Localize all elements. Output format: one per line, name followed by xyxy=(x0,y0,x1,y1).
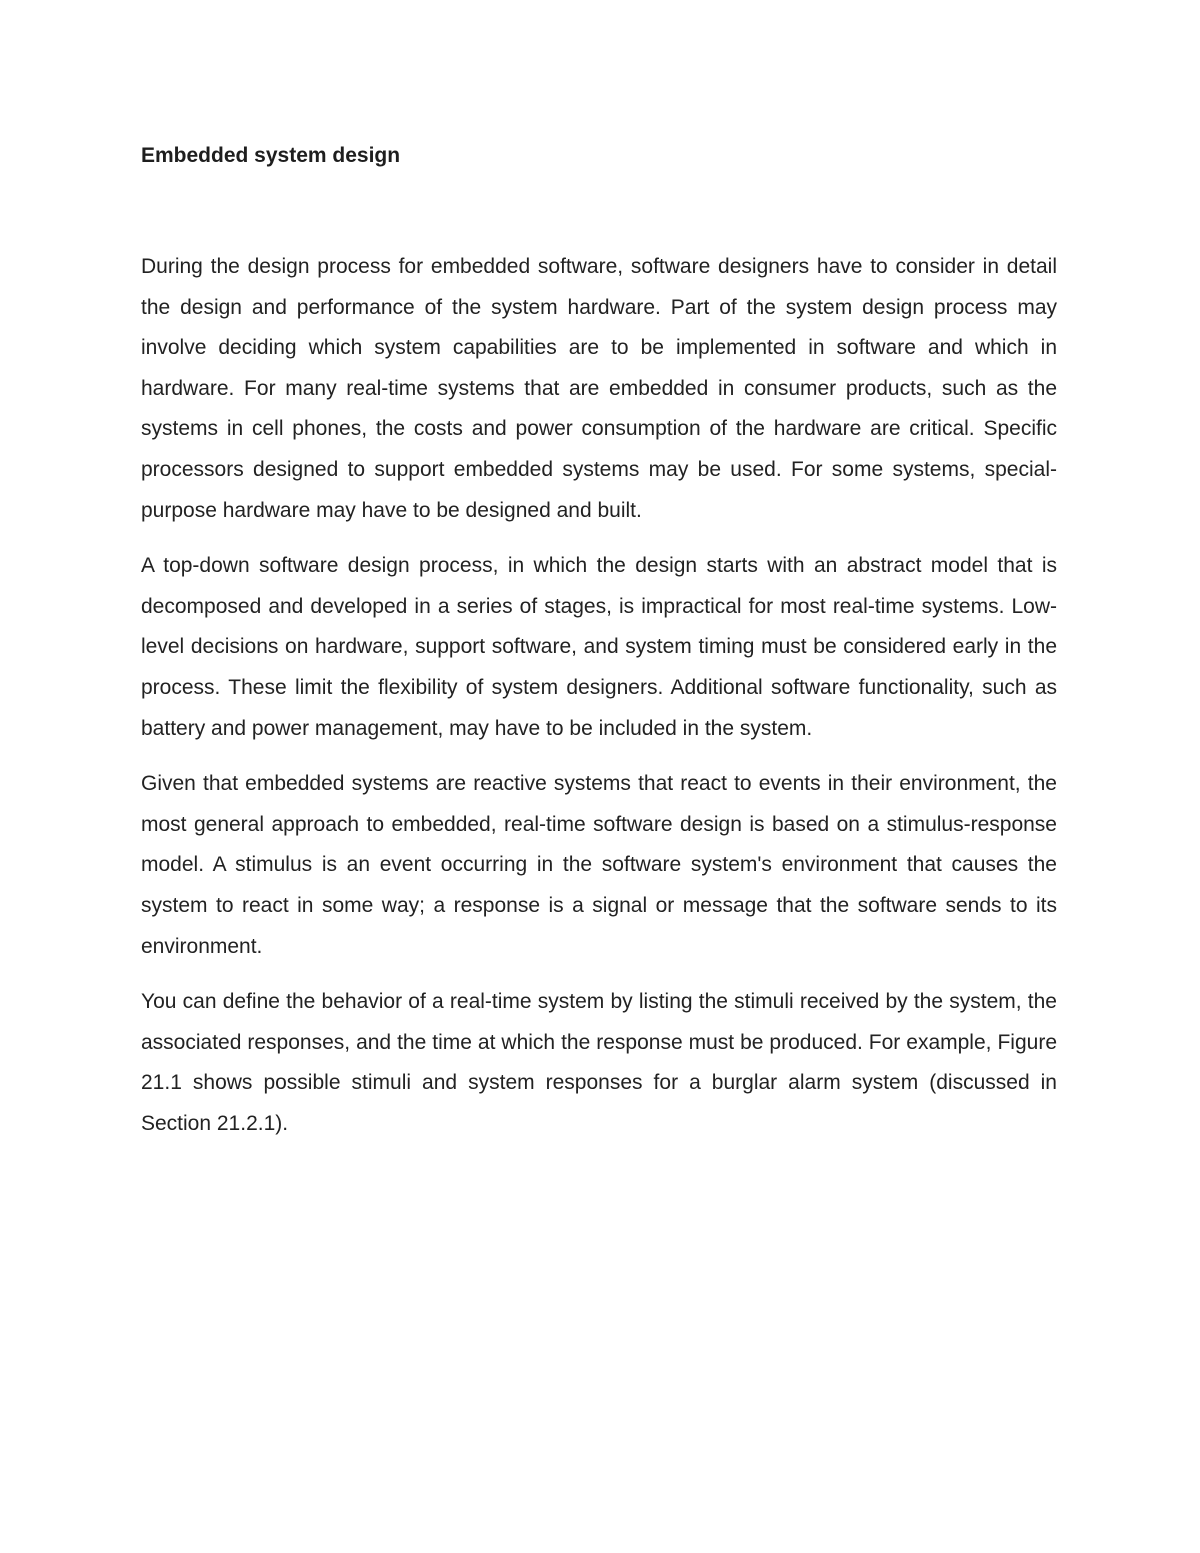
paragraph-behavior-definition: You can define the behavior of a real-time system by listing the stimuli received by the system, the associated responses, and the time at which the response must be produced. For example, Figure 21.1 shows possible stimuli and system responses for a burglar alarm system (discussed in Section 21.2.1). xyxy=(141,990,1057,1135)
paragraph-top-down-design: A top-down software design process, in which the design starts with an abstract model that is decomposed and developed in a series of stages, is impractical for most real-time systems. Low-level decisions on hardware, support software, and system timing must be considered early in the process. These limit the flexibility of system designers. Additional software functionality, such as battery and power management, may have to be included in the system. xyxy=(141,554,1057,740)
document-content xyxy=(141,138,1057,1144)
paragraph-hardware-design: During the design process for embedded software, software designers have to consider in detail the design and performance of the system hardware. Part of the system design process may involve deciding which system capabilities are to be implemented in software and which in hardware. For many real-time systems that are embedded in consumer products, such as the systems in cell phones, the costs and power consumption of the hardware are critical. Specific processors designed to support embedded systems may be used. For some systems, special-purpose hardware may have to be designed and built. xyxy=(141,255,1057,522)
paragraph-stimulus-response: Given that embedded systems are reactive systems that react to events in their environment, the most general approach to embedded, real-time software design is based on a stimulus-response model. A stimulus is an event occurring in the software system's environment that causes the system to react in some way; a response is a signal or message that the software sends to its environment. xyxy=(141,772,1057,958)
document-title: Embedded system design xyxy=(141,144,401,167)
